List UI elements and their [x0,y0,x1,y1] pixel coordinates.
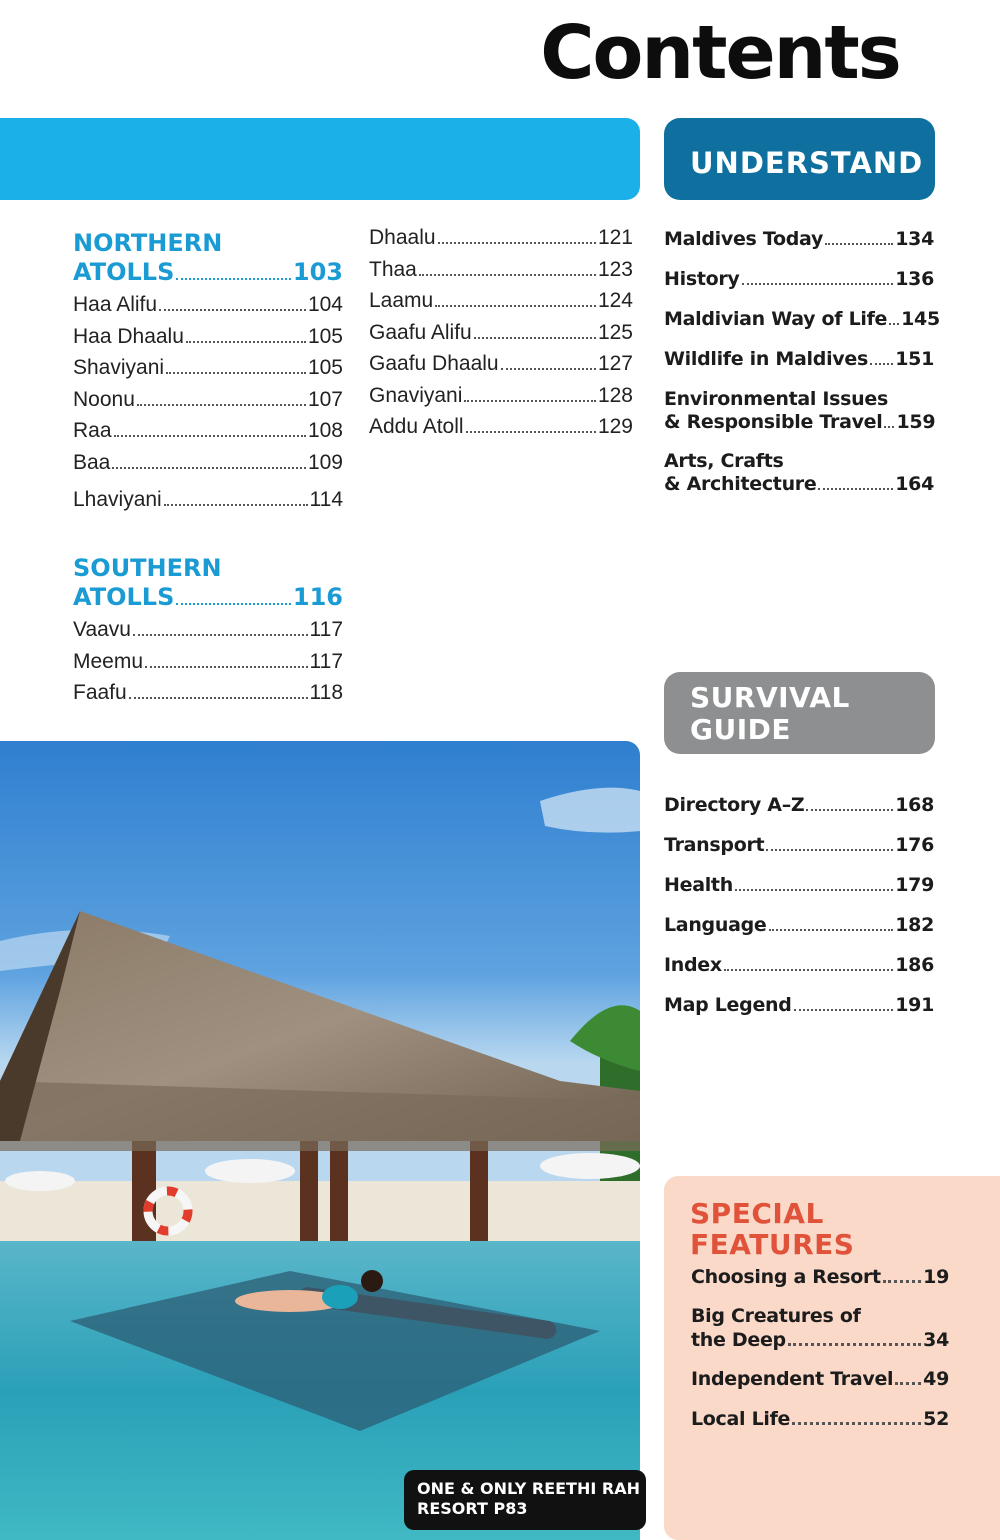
toc-entry[interactable] [691,1266,949,1304]
entry-page: 104 [307,293,343,316]
toc-entry[interactable] [691,1368,949,1408]
entry-name: Noonu [73,387,135,411]
entry-page: 182 [895,914,934,936]
special-heading-line2: FEATURES [690,1228,855,1261]
leader-dots [883,1280,921,1283]
leader-dots [724,969,893,971]
special-features-heading [690,1198,854,1260]
special-features-list [691,1266,949,1448]
leader-dots [164,504,308,506]
entry-page: 191 [895,994,934,1016]
leader-dots [435,305,596,307]
section-tab-survival-guide [664,672,935,754]
toc-entry[interactable] [664,450,934,500]
leader-dots [825,243,893,245]
entry-page: 118 [309,681,343,704]
entry-name: Gaafu Dhaalu [369,352,499,375]
leader-dots [114,435,306,437]
toc-entry[interactable] [664,794,934,834]
entry-page: 179 [895,874,934,896]
survival-guide-list [664,794,934,1034]
entry-page: 129 [597,415,633,438]
leader-dots [474,337,596,339]
entry-name: & Responsible Travel [664,411,883,433]
toc-entry[interactable] [369,415,633,447]
leader-dots [176,603,291,605]
leader-dots [766,849,893,851]
leader-dots [419,274,596,276]
understand-label: UNDERSTAND [690,146,924,180]
leader-dots [884,426,894,428]
entry-page: 34 [923,1329,949,1351]
entry-line1: Big Creatures of [691,1305,861,1327]
leader-dots [792,1422,921,1425]
leader-dots [501,368,596,370]
caption-line2: RESORT P83 [417,1499,528,1518]
entry-page: 186 [895,954,934,976]
entry-name: Shaviyani [73,356,165,379]
northern-atolls-heading[interactable] [73,229,343,287]
toc-entry[interactable] [369,226,633,258]
special-heading-line1: SPECIAL [690,1197,824,1230]
toc-entry[interactable] [369,352,633,384]
entry-page: 52 [923,1408,949,1430]
leader-dots [464,400,596,402]
caption-line1: ONE & ONLY REETHI RAH [417,1479,640,1498]
toc-entry[interactable] [73,681,343,713]
toc-entry[interactable] [73,293,343,325]
entry-page: 117 [309,649,343,673]
toc-entry[interactable] [664,388,934,450]
survival-label-line2: GUIDE [690,713,792,746]
entry-page: 121 [597,226,633,249]
northern-heading-page: 103 [292,258,343,286]
entry-page: 123 [597,257,633,281]
leader-dots [889,323,899,325]
toc-entry[interactable] [664,914,934,954]
entry-name: Meemu [73,649,144,673]
leader-dots [145,666,307,668]
entry-name: the Deep [691,1329,786,1351]
southern-atolls-list-col1 [73,618,343,713]
entry-name: Independent Travel [691,1368,894,1390]
northern-atolls-list [73,293,343,520]
entry-page: 134 [895,228,934,250]
toc-entry[interactable] [369,384,633,416]
leader-dots [769,929,894,931]
photo-caption [404,1470,646,1530]
entry-name: Language [664,914,767,936]
toc-entry[interactable] [369,321,633,353]
toc-entry[interactable] [664,228,934,268]
entry-page: 159 [896,411,936,433]
entry-name: Addu Atoll [369,415,464,438]
leader-dots [466,431,596,433]
entry-name: Local Life [691,1408,791,1430]
entry-name: Haa Alifu [73,293,158,316]
entry-name: Health [664,874,733,896]
toc-entry[interactable] [73,650,343,682]
entry-page: 164 [895,473,934,495]
entry-name: Gnaviyani [369,383,463,407]
entry-name: History [664,268,740,290]
toc-entry[interactable] [73,419,343,451]
toc-entry[interactable] [664,308,940,348]
section-tab-understand [664,118,935,200]
entry-name: Maldives Today [664,228,824,250]
leader-dots [438,242,596,244]
resort-photo [0,741,640,1540]
entry-page: 109 [307,450,343,474]
leader-dots [742,283,894,285]
entry-page: 105 [307,324,343,348]
leader-dots [870,363,893,365]
southern-heading-line2: ATOLLS [73,583,175,611]
leader-dots [186,341,306,343]
leader-dots [137,404,306,406]
toc-entry[interactable] [73,451,343,483]
entry-page: 49 [923,1368,949,1390]
leader-dots [133,634,308,636]
entry-name: Laamu [369,289,434,312]
toc-entry[interactable] [691,1408,949,1448]
toc-entry[interactable] [664,874,934,914]
leader-dots [788,1343,921,1346]
leader-dots [176,278,291,280]
entry-name: Dhaalu [369,226,436,249]
southern-atolls-heading[interactable] [73,554,343,612]
leader-dots [806,809,893,811]
leader-dots [735,889,893,891]
southern-atolls-list-col2 [369,226,633,447]
entry-page: 136 [895,268,934,290]
toc-entry[interactable] [369,289,633,321]
toc-entry[interactable] [73,325,343,357]
entry-page: 105 [307,356,343,379]
entry-name: Faafu [73,681,127,704]
entry-name: Thaa [369,257,417,281]
entry-page: 168 [895,794,934,816]
southern-heading-page: 116 [292,583,343,611]
entry-page: 107 [307,387,343,411]
entry-line1: Arts, Crafts [664,450,784,472]
entry-page: 114 [309,488,343,511]
entry-name: Raa [73,419,112,442]
entry-line1: Environmental Issues [664,388,889,410]
blue-header-banner [0,118,640,200]
leader-dots [895,1382,921,1385]
entry-name: Map Legend [664,994,792,1016]
entry-page: 117 [309,618,343,641]
entry-name: Maldivian Way of Life [664,308,888,330]
leader-dots [159,309,306,311]
entry-name: Baa [73,450,111,474]
toc-entry[interactable] [73,488,343,520]
understand-list [664,228,940,500]
toc-entry[interactable] [664,994,934,1034]
southern-heading-line1: SOUTHERN [73,554,222,582]
toc-entry[interactable] [664,834,934,874]
entry-page: 124 [597,289,633,312]
toc-entry[interactable] [664,268,934,308]
toc-entry[interactable] [664,954,934,994]
entry-name: & Architecture [664,473,817,495]
entry-page: 125 [597,320,633,344]
leader-dots [166,372,306,374]
entry-name: Haa Dhaalu [73,324,184,348]
entry-page: 127 [597,352,633,375]
entry-page: 145 [901,308,940,330]
leader-dots [112,467,306,469]
leader-dots [129,697,308,699]
leader-dots [794,1009,894,1011]
leader-dots [818,488,893,490]
toc-entry[interactable] [73,356,343,388]
entry-name: Directory A–Z [664,794,805,816]
entry-name: Vaavu [73,618,131,641]
entry-name: Choosing a Resort [691,1266,881,1288]
entry-name: Index [664,954,722,976]
toc-entry[interactable] [664,348,934,388]
toc-entry[interactable] [73,618,343,650]
entry-name: Wildlife in Maldives [664,348,868,370]
entry-page: 151 [895,348,934,370]
northern-heading-line1: NORTHERN [73,229,223,257]
toc-entry[interactable] [369,258,633,290]
page-title: Contents [540,10,900,96]
entry-page: 176 [895,834,934,856]
toc-entry[interactable] [73,388,343,420]
entry-name: Transport [664,834,765,856]
entry-name: Gaafu Alifu [369,320,472,344]
entry-page: 128 [597,383,633,407]
entry-page: 19 [923,1266,949,1288]
survival-label-line1: SURVIVAL [690,681,850,714]
entry-page: 108 [307,419,343,442]
toc-entry[interactable] [691,1304,949,1368]
entry-name: Lhaviyani [73,488,162,511]
northern-heading-line2: ATOLLS [73,258,175,286]
